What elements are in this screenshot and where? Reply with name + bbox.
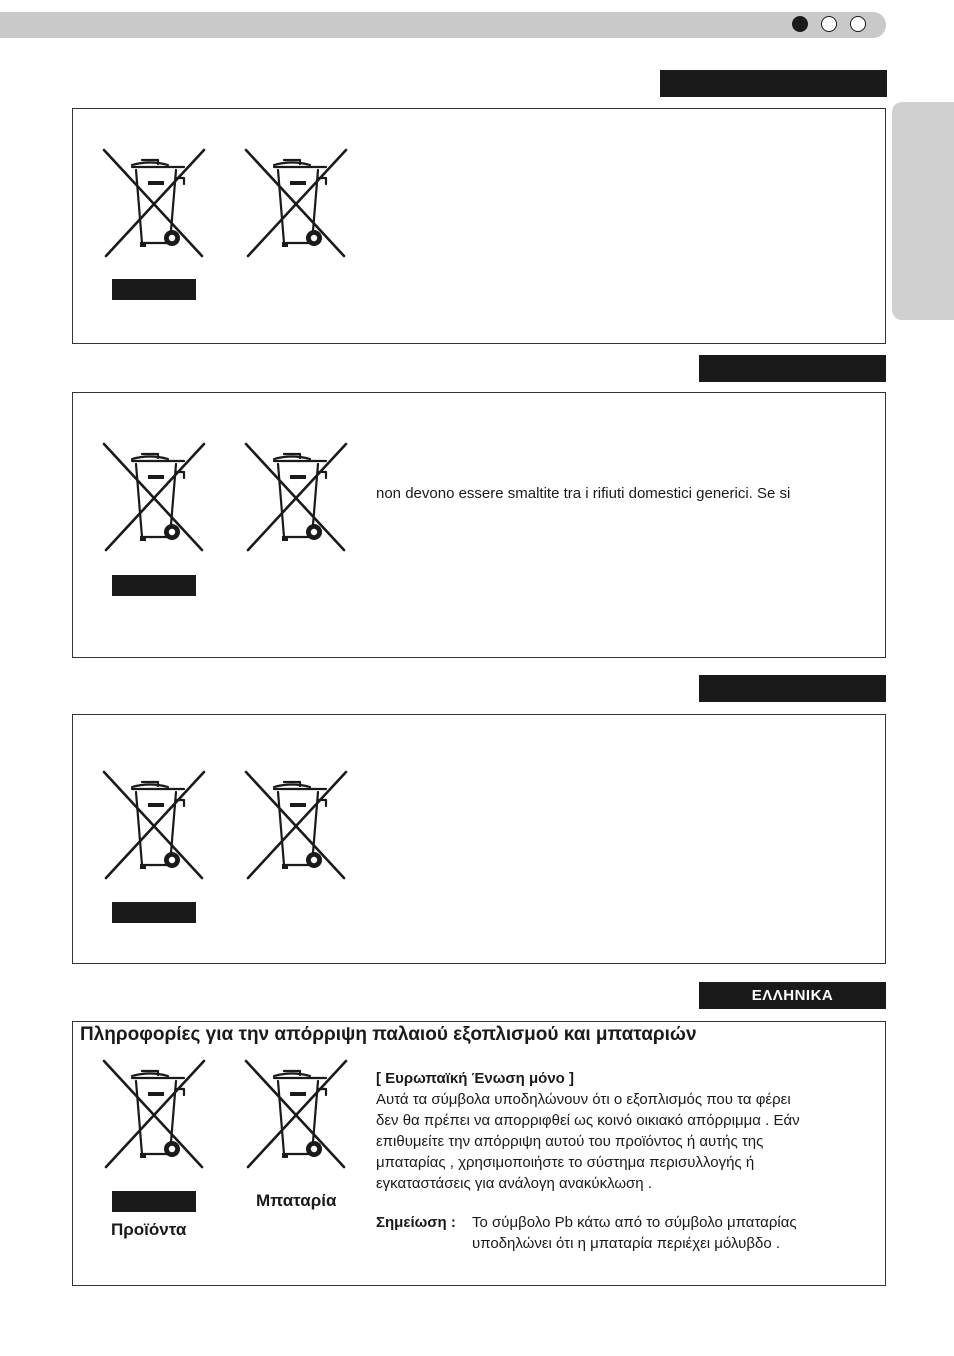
top-header-bar xyxy=(0,12,886,38)
product-label-bar xyxy=(112,1191,196,1212)
note-label: Σημείωση : xyxy=(376,1214,456,1231)
section-heading: Πληροφορίες για την απόρριψη παλαιού εξοπλισμού και μπαταριών xyxy=(80,1024,697,1045)
language-tab-greek: ΕΛΛΗΝΙΚΑ xyxy=(699,982,886,1009)
body-line: εγκαταστάσεις για ανάλογη ανακύκλωση . xyxy=(376,1175,652,1192)
crossed-out-wheelie-bin-icon xyxy=(102,148,206,262)
eu-description xyxy=(376,1068,876,1194)
language-tab-2 xyxy=(699,355,886,382)
language-tab-1 xyxy=(660,70,887,97)
battery-label: Μπαταρία xyxy=(256,1191,337,1210)
crossed-out-wheelie-bin-icon xyxy=(102,770,206,884)
note-line: υποδηλώνει ότι η μπαταρία περιέχει μόλυβδο . xyxy=(472,1235,780,1252)
product-label-bar xyxy=(112,279,196,300)
product-label-bar xyxy=(112,575,196,596)
product-label-bar xyxy=(112,902,196,923)
crossed-out-wheelie-bin-icon xyxy=(102,1059,206,1173)
note-line: Το σύμβολο Pb κάτω από το σύμβολο μπαταρίας xyxy=(472,1214,797,1231)
body-line: μπαταρίας , χρησιμοποιήστε το σύστημα περισυλλογής ή xyxy=(376,1154,755,1171)
progress-dot-3 xyxy=(850,16,866,32)
progress-dot-2 xyxy=(821,16,837,32)
crossed-out-wheelie-bin-icon xyxy=(244,442,348,556)
language-tab-3 xyxy=(699,675,886,702)
crossed-out-wheelie-bin-icon xyxy=(244,1059,348,1173)
product-label: Προϊόντα xyxy=(111,1220,187,1239)
progress-dot-1 xyxy=(792,16,808,32)
side-thumb-tab xyxy=(892,102,954,320)
body-text-line: non devono essere smaltite tra i rifiuti domestici generici. Se si xyxy=(376,485,791,502)
crossed-out-wheelie-bin-icon xyxy=(102,442,206,556)
body-line: επιθυμείτε την απόρριψη αυτού του προϊόντος ή αυτής της xyxy=(376,1133,764,1150)
crossed-out-wheelie-bin-icon xyxy=(244,148,348,262)
body-line: Αυτά τα σύμβολα υποδηλώνουν ότι ο εξοπλισμός που τα φέρει xyxy=(376,1091,791,1108)
eu-only-title: [ Ευρωπαϊκή Ένωση μόνο ] xyxy=(376,1070,574,1087)
crossed-out-wheelie-bin-icon xyxy=(244,770,348,884)
body-line: δεν θα πρέπει να απορριφθεί ως κοινό οικιακό απόρριμμα . Εάν xyxy=(376,1112,800,1129)
